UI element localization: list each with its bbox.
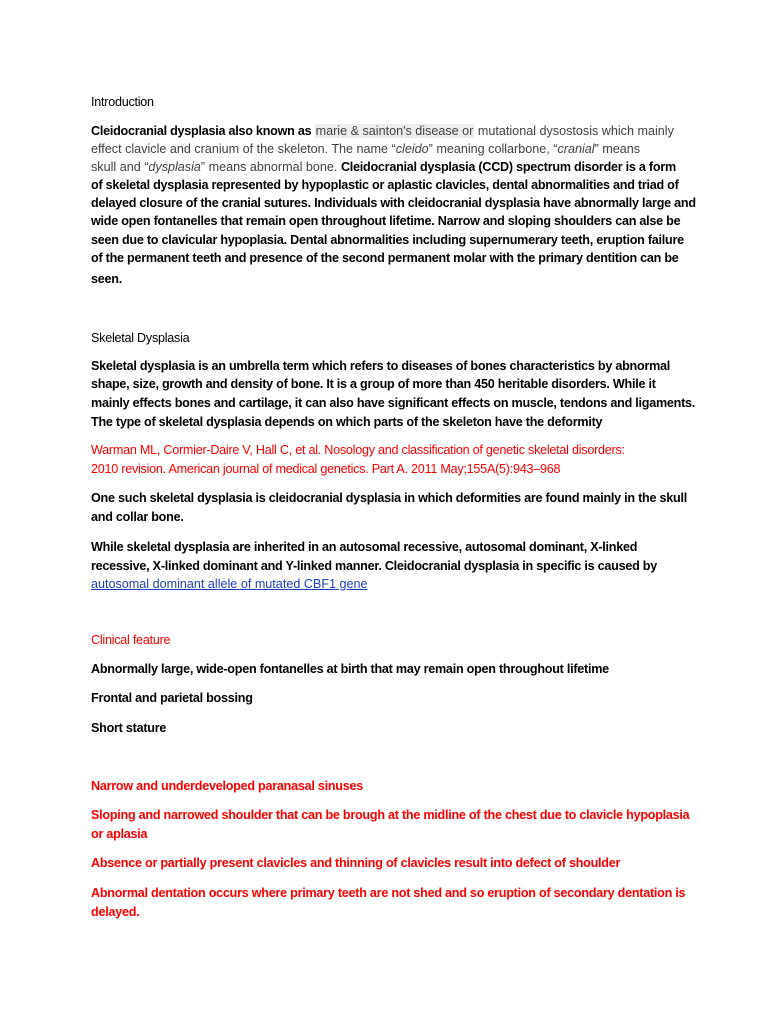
clinical-red-item: Sloping and narrowed shoulder that can be brough at the midline of the chest due to clavicle hypoplasia: [91, 808, 690, 822]
skeletal-p2-line: and collar bone.: [91, 510, 184, 524]
intro-line-4: of skeletal dysplasia represented by hypoplastic or aplastic clavicles, dental abnormalities and triad of: [91, 178, 679, 192]
intro-line-1-a: Cleidocranial dysplasia also known as: [91, 124, 315, 138]
clinical-red-item: Absence or partially present clavicles and thinning of clavicles result into defect of shoulder: [91, 856, 621, 870]
clinical-red-item: Narrow and underdeveloped paranasal sinuses: [91, 779, 364, 793]
intro-line-1-b: mutational dysostosis which mainly: [474, 124, 674, 138]
clinical-red-item: or aplasia: [91, 827, 148, 841]
skeletal-p1-line: Skeletal dysplasia is an umbrella term which refers to diseases of bones characteristics by abnormal: [91, 359, 671, 373]
clinical-red-item: delayed.: [91, 905, 140, 919]
clinical-item: Short stature: [91, 721, 167, 735]
intro-cranial: cranial: [557, 142, 595, 156]
intro-line-3-a: skull and “: [91, 160, 149, 174]
intro-line-7: seen due to clavicular hypoplasia. Dental abnormalities including supernumerary teeth, eruption failure: [91, 233, 684, 247]
clinical-red-item: Abnormal dentation occurs where primary teeth are not shed and so eruption of secondary dentation is: [91, 886, 686, 900]
skeletal-p1-line: The type of skeletal dysplasia depends on which parts of the skeleton have the deformity: [91, 415, 603, 429]
clinical-heading: Clinical feature: [91, 633, 171, 647]
intro-line-2: [91, 140, 640, 158]
intro-line-2-c: ” means: [594, 142, 641, 156]
skeletal-heading: Skeletal Dysplasia: [91, 331, 190, 345]
skeletal-p3-line: While skeletal dysplasia are inherited in an autosomal recessive, autosomal dominant, X-linked: [91, 540, 638, 554]
reference-line: 2010 revision. American journal of medical genetics. Part A. 2011 May;155A(5):943–968: [91, 462, 561, 476]
reference-line: Warman ML, Cormier-Daire V, Hall C, et al. Nosology and classification of genetic skeletal disorders:: [91, 443, 625, 457]
cbf1-gene-link[interactable]: autosomal dominant allele of mutated CBF1 gene: [91, 577, 368, 591]
intro-line-1: [91, 122, 674, 140]
intro-line-3: [91, 158, 676, 176]
intro-line-5: delayed closure of the cranial sutures. Individuals with cleidocranial dysplasia have abnormally large and: [91, 196, 696, 210]
intro-line-3-c: Cleidocranial dysplasia (CCD) spectrum disorder is a form: [340, 160, 676, 174]
skeletal-p1-line: shape, size, growth and density of bone. It is a group of more than 450 heritable disorders. While it: [91, 377, 656, 391]
intro-highlight: marie & sainton's disease or: [315, 124, 474, 138]
skeletal-p3-line: recessive, X-linked dominant and Y-linked manner. Cleidocranial dysplasia in specific is caused by: [91, 559, 657, 573]
intro-line-9: seen.: [91, 272, 122, 286]
intro-line-2-b: ” meaning collarbone, “: [428, 142, 558, 156]
clinical-item: Abnormally large, wide-open fontanelles at birth that may remain open throughout lifetime: [91, 662, 609, 676]
intro-line-2-a: effect clavicle and cranium of the skeleton. The name “: [91, 142, 396, 156]
intro-cleido: cleido: [395, 142, 429, 156]
intro-dysplasia: dysplasia: [148, 160, 201, 174]
clinical-item: Frontal and parietal bossing: [91, 691, 253, 705]
intro-heading: Introduction: [91, 95, 154, 109]
skeletal-p2-line: One such skeletal dysplasia is cleidocranial dysplasia in which deformities are found mainly in the skull: [91, 491, 687, 505]
skeletal-p1-line: mainly effects bones and cartilage, it can also have significant effects on muscle, tendons and ligaments.: [91, 396, 696, 410]
intro-line-8: of the permanent teeth and presence of the second permanent molar with the primary dentition can be: [91, 251, 679, 265]
intro-line-3-b: ” means abnormal bone.: [200, 160, 341, 174]
intro-line-6: wide open fontanelles that remain open throughout lifetime. Narrow and sloping shoulders can alse be: [91, 214, 681, 228]
